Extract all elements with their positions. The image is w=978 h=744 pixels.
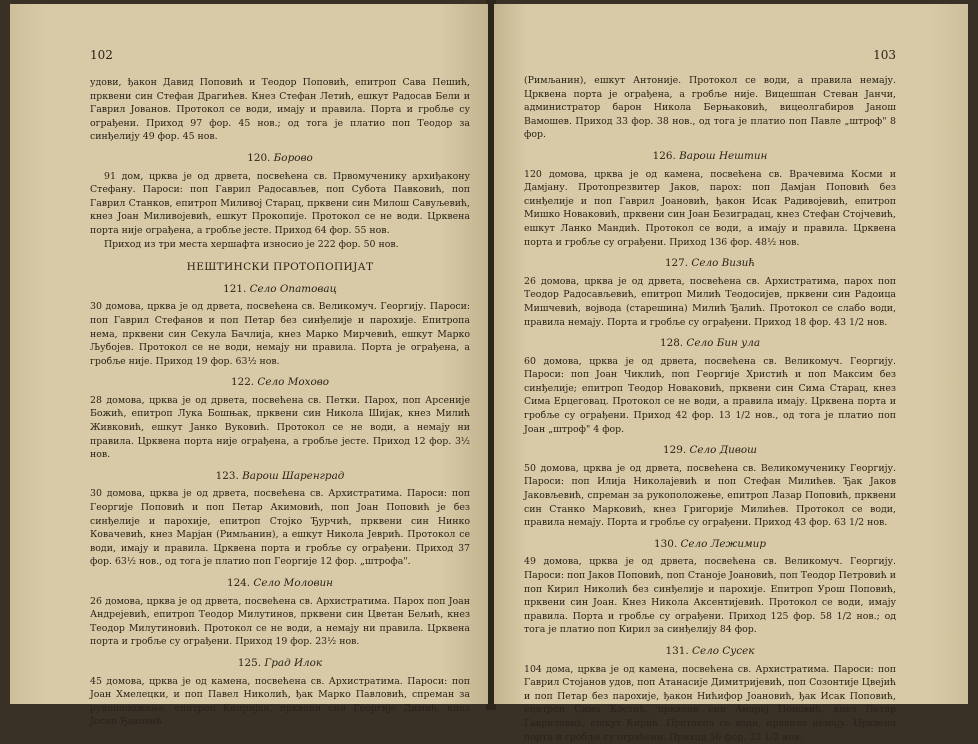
entry-heading: [524, 337, 896, 351]
paragraph: 28 домова, црква је од дрвета, посвећена св. Петки. Парох, поп Арсеније Божић, епитроп Лука Бошњак, прквени син Никола Шијак, кнез Милић Живковић, ешкут Јанко Вуковић. Протокол се не води, а немају ни правила. Црквена порта није ограђена, а гробље јесте. Приход 12 фор. 3½ нов.: [90, 394, 470, 461]
entry-place: Варош Нештин: [679, 149, 768, 162]
left-text-column: [90, 76, 470, 729]
left-page: [10, 4, 488, 728]
entry-number: 124.: [226, 577, 251, 589]
entry-place: Село Визић: [691, 257, 756, 270]
entry-number: 129.: [662, 444, 687, 457]
entry-heading: [90, 470, 470, 484]
entry-number: 120.: [247, 151, 271, 164]
paragraph: (Римљанин), ешкут Антоније. Протокол се води, а правила немају. Црквена порта је ограђена, а гробље није. Вицешпан Стеван Јанчи, администратор барон Никола Берњаковић, вицеолгабиров Јанош Вамошев. Приход 33 фор. 38 нов., од тога је платио поп Павле „штроф" 8 фор.: [524, 75, 896, 141]
entry-heading: [524, 150, 896, 164]
entry-place: Село Мохово: [257, 376, 330, 389]
entry-number: 131.: [665, 644, 689, 657]
entry-place: Село Дивош: [689, 444, 757, 457]
entry-heading: [524, 444, 896, 458]
entry-number: 127.: [664, 257, 689, 270]
paragraph: 26 домова, црква је од дрвета, посвећена св. Архистратима. Парох поп Јоан Андрејевић, епитроп Теодор Милутинов, прквени син Цветан Бељић, кнез Теодор Милутиновић. Протокол се не води, а немају ни правила. Црквена порта и гробље су ограђени. Приход 19 фор. 23½ нов.: [90, 595, 470, 648]
entry-heading: [524, 257, 896, 271]
paragraph: Приход из три места хершафта износио је 222 фор. 50 нов.: [104, 238, 399, 250]
right-text-column: [524, 74, 896, 744]
entry-number: 126.: [652, 149, 676, 162]
entry-place: Варош Шаренград: [242, 469, 345, 482]
paragraph: 30 домова, црква је од дрвета, посвећена св. Великомуч. Георгију. Пароси: поп Гаврил Стефанов и поп Петар без синђелије и парохије. Епитропа нема, прквени син Секула Бачлија, кнез Марко Мирчевић, ешкут Марко Љубојев. Протокол се не води, немају ни правила. Порта је ограђена, а гробље није. Приход 19 фор. 63½ нов.: [90, 301, 470, 367]
right-page: [494, 4, 968, 743]
entry-number: 123.: [215, 469, 239, 482]
paragraph: удови, ђакон Давид Поповић и Теодор Поповић, епитроп Сава Пешић, прквени син Стефан Драгићев. Кнез Стефан Летић, ешкут Радосав Бели и Гаврил Јованов. Протокол се води, имају и правила. Порта и гробље су ограђени. Приход 97 фор. 45 нов.; од тога је платио поп Теодор за синђелију 49 фор. 45 нов.: [90, 77, 470, 143]
entry-place: Село Бин ула: [686, 337, 761, 350]
paragraph: 45 домова, црква је од камена, посвећена св. Архистратима. Пароси: поп Јоан Хмелецки, и поп Павел Николић, ђак Марко Павловић, спреман за рукоположење, епитроп Кипријан, прквени син Георгије Димић, кнез Јосип Ђаковић: [90, 675, 470, 728]
entry-number: 125.: [237, 656, 262, 669]
paragraph: 104 дома, црква је од камена, посвећена св. Архистратима. Пароси: поп Гаврил Стојанов удов, поп Атанасије Димитријевић, поп Созонтије Цвејић и поп Петар без парохије, ђакон Нићифор Јоановић, ђак Исак Поповић, епитроп Сима Костић, прквени син Андреј Поповић, кнез Петар Гавриловић, ешкут Кирић. Протокол се води, правила немају. Црквена порта и гробље су ограђени. Приход 56 фор. 33 1/2 нов.: [524, 663, 896, 743]
entry-number: 128.: [659, 337, 684, 350]
entry-place: Град Илок: [264, 656, 323, 669]
paragraph: 26 домова, црква је од дрвета, посвећена св. Архистратима, парох поп Теодор Радосављевић, епитроп Милић Теодосијев, прквени син Радоица Мишчевић, војвода (старешина) Милић Ђалић. Протокол се слабо води, правила немају. Порта и гробље су ограђени. Приход 18 фор. 43 1/2 нов.: [524, 275, 896, 328]
section-title: НЕШТИНСКИ ПРОТОПОПИЈАТ: [186, 261, 374, 274]
page-number: 103: [873, 48, 896, 62]
entry-heading: [90, 376, 470, 390]
entry-place: Село Лежимир: [680, 537, 766, 550]
paragraph: 50 домова, црква је од дрвета, посвећена св. Великомученику Георгију. Пароси: поп Илија Николајевић и поп Стефан Милићев. Ђак Јаков Јаковљевић, спреман за рукоположење, епитроп Лазар Поповић, прквени син Станко Марковић, кнез Григорије Милићев. Протокол се води, правила немају. Порта и гробље су ограђени. Приход 43 фор. 63 1/2 нов.: [524, 462, 896, 529]
entry-heading: [90, 283, 470, 297]
entry-heading: [90, 657, 470, 671]
paragraph: 120 домова, црква је од камена, посвећена св. Врачевима Косми и Дамјану. Протопрезвитер Јаков, парох: поп Дамјан Поповић без синђелије и поп Гаврил Јоановић, ђакон Исак Радивојевић, епитроп Мишко Новаковић, прквени син Јоан Безиградац, кнез Стефан Стојчевић, ешкут Ланко Мандић. Протокол се води, а имају и правила. Црквена порта и гробље су ограђени. Приход 136 фор. 48½ нов.: [524, 168, 896, 248]
entry-heading: [524, 538, 896, 552]
entry-place: Село Опатовац: [249, 282, 337, 295]
entry-number: 121.: [223, 282, 247, 295]
paragraph: 30 домова, црква је од дрвета, посвећена св. Архистратима. Пароси: поп Георгије Поповић и поп Петар Акимовић, поп Јоан Поповић је без синђелије и парохије, епитроп Стојко Ђурчић, прквени син Нинко Ковачевић, кнез Марјан (Римљанин), а ешкут Никола Јеврић. Протокол се води, имају и правила. Црквена порта и гробље су ограђени. Приход 37 фор. 63½ нов., од тога је платио поп Георгије 12 фор. „штрофа".: [90, 488, 470, 568]
paragraph: 60 домова, црква је од дрвета, посвећена св. Великомуч. Георгију. Пароси: поп Јоан Чиклић, поп Георгије Христић и поп Максим без синђелије; епитроп Теодор Новаковић, прквени син Сима Старац, кнез Сима Ерцеговац. Протокол се не води, а правила имају. Црквена порта и гробље су ограђени. Приход 42 фор. 13 1/2 нов., од тога је платио поп Јоан „штроф" 4 фор.: [524, 355, 896, 435]
paragraph: 91 дом, црква је од дрвета, посвећена св. Првомученику архиђакону Стефану. Пароси: поп Гаврил Радосављев, поп Субота Павковић, поп Гаврил Станков, епитроп Миливој Старац, прквени син Милош Савуљевић, кнез Јоан Миливојевић, ешкут Прокопије. Протокол се не води. Црквена порта није ограђена, а гробље јесте. Приход 64 фор. 55 нов.: [90, 170, 470, 236]
entry-heading: [90, 577, 470, 591]
entry-heading: [90, 152, 470, 166]
entry-number: 122.: [230, 376, 255, 389]
entry-heading: [524, 645, 896, 659]
page-number: 102: [90, 48, 113, 62]
entry-place: Село Моловин: [253, 577, 334, 589]
paragraph: 49 домова, црква је од дрвета, посвећена св. Великомуч. Георгију. Пароси: поп Јаков Поповић, поп Станоје Јоановић, поп Теодор Петровић и поп Кирил Николић без синђелије и парохије. Епитроп Урош Поповић, прквени син Јоан. Кнез Никола Аксентијевић. Протокол се води, имају правила. Порта и гробље су ограђени. Приход 125 фор. 58 1/2 нов.; од тога је платио поп Кирил за синђелију 84 фор.: [524, 556, 896, 636]
entry-number: 130.: [653, 537, 678, 550]
entry-place: Борово: [273, 151, 313, 164]
entry-place: Село Сусек: [692, 644, 755, 657]
